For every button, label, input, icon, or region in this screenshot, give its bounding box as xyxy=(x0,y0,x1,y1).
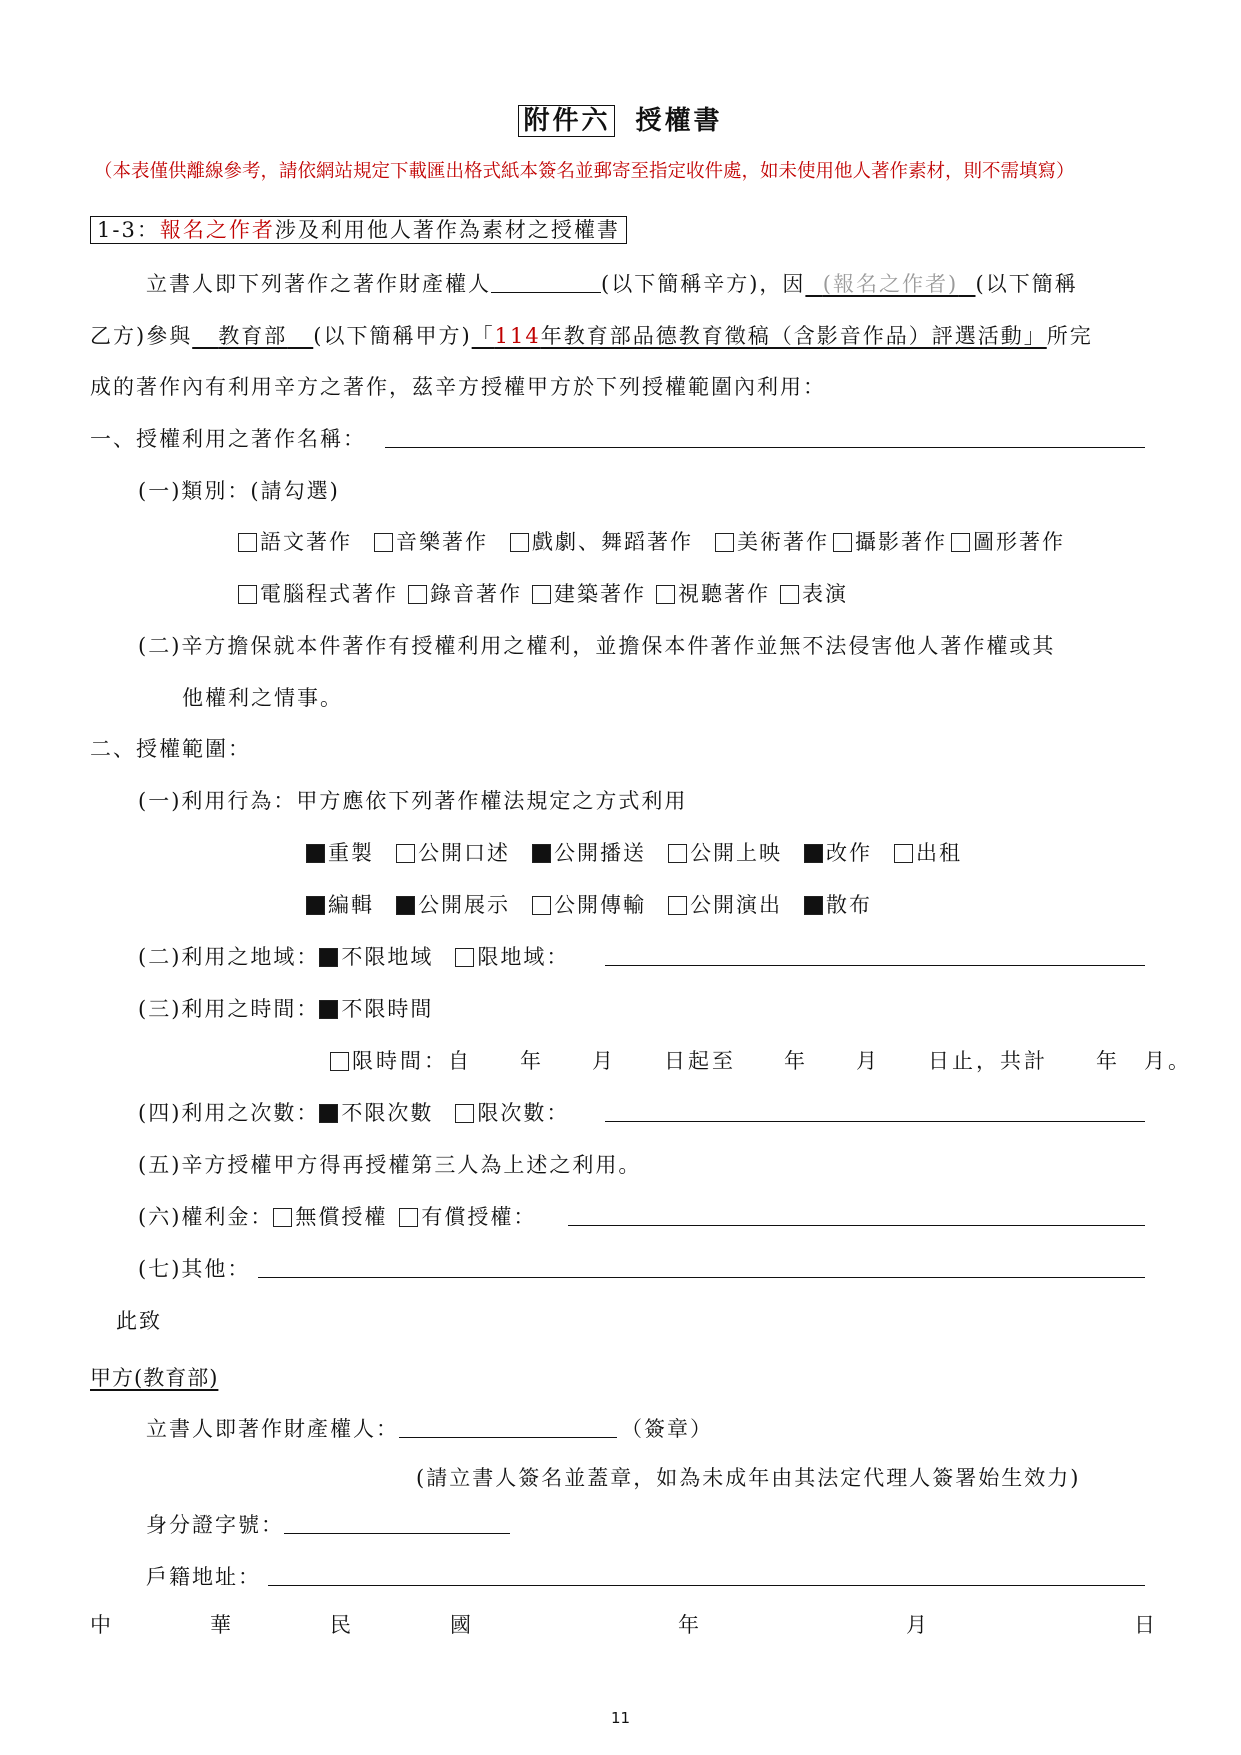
intro-text-e: (以下簡稱甲方) xyxy=(313,324,472,348)
category-row-1 xyxy=(238,526,1065,556)
use-option[interactable] xyxy=(306,837,374,867)
use-option[interactable] xyxy=(668,837,782,867)
date-char: 年 xyxy=(678,1613,701,1637)
checkbox-icon[interactable] xyxy=(715,533,734,552)
warranty-line-1: (二)辛方擔保就本件著作有授權利用之權利，並擔保本件著作並無不法侵害他人著作權或其 xyxy=(138,634,1056,658)
count-limited-label: 限次數： xyxy=(477,1101,570,1125)
date-row xyxy=(90,1609,1157,1639)
intro-line-3: 成的著作內有利用辛方之著作，茲辛方授權甲方於下列授權範圍內利用： xyxy=(90,375,826,399)
section-prefix: 1-3： xyxy=(97,218,160,242)
date-char: 中 xyxy=(90,1613,113,1637)
checkbox-icon[interactable] xyxy=(319,1104,338,1123)
intro-text-c: (以下簡稱 xyxy=(975,272,1078,296)
id-label: 身分證字號： xyxy=(146,1513,284,1537)
title-wrapper xyxy=(518,106,722,136)
count-field[interactable] xyxy=(605,1121,1145,1122)
category-label-text: 戲劇、舞蹈著作 xyxy=(532,530,693,554)
work-title-field[interactable] xyxy=(385,447,1145,448)
use-option[interactable] xyxy=(396,837,510,867)
ministry-field xyxy=(192,324,313,348)
salutation: 此致 xyxy=(116,1309,162,1333)
id-field[interactable] xyxy=(284,1513,510,1534)
checkbox-icon[interactable] xyxy=(396,844,415,863)
category-option[interactable] xyxy=(238,578,398,608)
category-label-text: 音樂著作 xyxy=(396,530,488,554)
category-label-text: 圖形著作 xyxy=(973,530,1065,554)
use-label-text: 編輯 xyxy=(328,893,374,917)
date-char: 日 xyxy=(1134,1613,1157,1637)
section-heading xyxy=(90,214,627,244)
header-note: （本表僅供離線參考，請依網站規定下載匯出格式紙本簽名並郵寄至指定收件處，如未使用他人著作素材，則不需填寫） xyxy=(94,161,1075,182)
use-option[interactable] xyxy=(532,889,646,919)
use-option[interactable] xyxy=(306,889,374,919)
checkbox-icon[interactable] xyxy=(804,896,823,915)
event-title: 年教育部品德教育徵稿（含影音作品）評選活動」 xyxy=(540,324,1047,348)
use-option[interactable] xyxy=(668,889,782,919)
use-label-text: 出租 xyxy=(916,841,962,865)
checkbox-icon[interactable] xyxy=(396,896,415,915)
category-label-text: 視聽著作 xyxy=(678,582,770,606)
uses-row-1 xyxy=(306,837,984,867)
time-limited-label: 限時間：自 年 月 日起至 年 月 日止，共計 年 月。 xyxy=(352,1049,1192,1073)
time-limited-row xyxy=(330,1045,1192,1075)
document-title xyxy=(0,100,1241,137)
intro-text-d: 乙方)參與 xyxy=(90,324,193,348)
use-label-text: 公開演出 xyxy=(690,893,782,917)
count-row xyxy=(138,1097,569,1127)
use-label: (一)利用行為：甲方應依下列著作權法規定之方式利用 xyxy=(138,789,688,813)
category-row-2 xyxy=(238,578,848,608)
category-option[interactable] xyxy=(532,578,646,608)
category-option[interactable] xyxy=(715,526,829,556)
intro-line-2 xyxy=(90,320,1093,350)
intro-text-f: 所完 xyxy=(1046,324,1093,348)
category-label-text: 攝影著作 xyxy=(855,530,947,554)
checkbox-icon[interactable] xyxy=(780,585,799,604)
signer-row xyxy=(146,1413,713,1443)
use-label-text: 公開上映 xyxy=(690,841,782,865)
party-a-label: 甲方(教育部) xyxy=(90,1366,219,1390)
checkbox-icon[interactable] xyxy=(668,896,687,915)
use-option[interactable] xyxy=(894,837,962,867)
category-label-text: 語文著作 xyxy=(260,530,352,554)
checkbox-icon[interactable] xyxy=(833,533,852,552)
part2-heading: 二、授權範圍： xyxy=(90,737,251,761)
event-name xyxy=(472,324,1047,348)
checkbox-icon[interactable] xyxy=(532,844,551,863)
use-label-text: 散布 xyxy=(826,893,872,917)
seal-label: （簽章） xyxy=(621,1417,713,1441)
checkbox-icon[interactable] xyxy=(330,1052,349,1071)
date-char: 華 xyxy=(210,1613,233,1637)
date-char: 月 xyxy=(906,1613,929,1637)
owner-blank[interactable] xyxy=(491,272,601,293)
region-row xyxy=(138,941,569,971)
category-option[interactable] xyxy=(408,578,522,608)
region-label: (二)利用之地域： xyxy=(138,945,320,969)
ministry-name: 教育部 xyxy=(218,324,288,348)
category-option[interactable] xyxy=(656,578,770,608)
fee-label: (六)權利金： xyxy=(138,1205,274,1229)
count-unlimited-label: 不限次數 xyxy=(341,1101,434,1125)
checkbox-icon[interactable] xyxy=(668,844,687,863)
section-heading-box xyxy=(90,216,627,244)
intro-line-1 xyxy=(146,268,1078,298)
use-option[interactable] xyxy=(804,889,872,919)
category-label-text: 表演 xyxy=(802,582,848,606)
use-option[interactable] xyxy=(532,837,646,867)
checkbox-icon[interactable] xyxy=(510,533,529,552)
use-label-text: 公開口述 xyxy=(418,841,510,865)
use-label-text: 公開傳輸 xyxy=(554,893,646,917)
section-rest-text: 涉及利用他人著作為素材之授權書 xyxy=(274,218,620,242)
id-row xyxy=(146,1509,510,1539)
checkbox-icon[interactable] xyxy=(374,533,393,552)
checkbox-icon[interactable] xyxy=(238,533,257,552)
checkbox-icon[interactable] xyxy=(273,1208,292,1227)
checkbox-icon[interactable] xyxy=(455,1104,474,1123)
checkbox-icon[interactable] xyxy=(894,844,913,863)
date-char: 國 xyxy=(450,1613,473,1637)
checkbox-icon[interactable] xyxy=(319,1000,338,1019)
use-label-text: 重製 xyxy=(328,841,374,865)
uses-row-2 xyxy=(306,889,894,919)
fee-field[interactable] xyxy=(568,1225,1145,1226)
checkbox-icon[interactable] xyxy=(238,585,257,604)
checkbox-icon[interactable] xyxy=(408,585,427,604)
category-option[interactable] xyxy=(238,526,352,556)
address-label: 戶籍地址： xyxy=(146,1565,261,1589)
category-label: (一)類別：(請勾選) xyxy=(138,479,340,503)
signer-field[interactable] xyxy=(399,1417,617,1438)
page-number xyxy=(0,1708,1241,1727)
checkbox-icon[interactable] xyxy=(532,585,551,604)
checkbox-icon[interactable] xyxy=(532,896,551,915)
checkbox-icon[interactable] xyxy=(951,533,970,552)
title-text: 授權書 xyxy=(635,106,723,136)
category-label-text: 美術著作 xyxy=(737,530,829,554)
other-label: (七)其他： xyxy=(138,1257,251,1281)
intro-text-b: (以下簡稱辛方)，因 xyxy=(601,272,806,296)
author-placeholder: (報名之作者) xyxy=(822,272,959,296)
part1-heading: 一、授權利用之著作名稱： xyxy=(90,427,366,451)
section-author-text: 報名之作者 xyxy=(159,218,275,242)
time-row xyxy=(138,993,433,1023)
sublicense-text: (五)辛方授權甲方得再授權第三人為上述之利用。 xyxy=(138,1153,642,1177)
title-boxed-label: 附件六 xyxy=(518,105,615,137)
fee-row xyxy=(138,1201,536,1231)
author-field[interactable] xyxy=(805,272,975,296)
checkbox-icon[interactable] xyxy=(656,585,675,604)
event-open-quote: 「 xyxy=(471,324,495,348)
checkbox-icon[interactable] xyxy=(399,1208,418,1227)
category-option[interactable] xyxy=(780,578,848,608)
category-option[interactable] xyxy=(951,526,1065,556)
fee-paid-label: 有償授權： xyxy=(421,1205,537,1229)
time-unlimited-label: 不限時間 xyxy=(341,997,434,1021)
region-unlimited-label: 不限地域 xyxy=(341,945,434,969)
other-field[interactable] xyxy=(258,1277,1145,1278)
checkbox-icon[interactable] xyxy=(455,948,474,967)
category-label-text: 建築著作 xyxy=(554,582,646,606)
event-year: 114 xyxy=(494,324,541,348)
intro-text-a: 立書人即下列著作之著作財產權人 xyxy=(146,272,491,296)
region-field[interactable] xyxy=(605,965,1145,966)
category-option[interactable] xyxy=(833,526,947,556)
category-option[interactable] xyxy=(510,526,693,556)
signer-label: 立書人即著作財產權人： xyxy=(146,1417,399,1441)
use-label-text: 公開展示 xyxy=(418,893,510,917)
date-char: 民 xyxy=(330,1613,353,1637)
warranty-line-2: 他權利之情事。 xyxy=(182,686,343,710)
use-option[interactable] xyxy=(804,837,872,867)
checkbox-icon[interactable] xyxy=(319,948,338,967)
checkbox-icon[interactable] xyxy=(804,844,823,863)
category-option[interactable] xyxy=(374,526,488,556)
address-field[interactable] xyxy=(268,1585,1145,1586)
checkbox-icon[interactable] xyxy=(306,896,325,915)
sign-note: (請立書人簽名並蓋章，如為未成年由其法定代理人簽署始生效力) xyxy=(416,1466,1081,1490)
use-option[interactable] xyxy=(396,889,510,919)
page-number-text: 11 xyxy=(610,1709,631,1727)
fee-free-label: 無償授權 xyxy=(295,1205,388,1229)
checkbox-icon[interactable] xyxy=(306,844,325,863)
region-limited-label: 限地域： xyxy=(477,945,570,969)
category-label-text: 電腦程式著作 xyxy=(260,582,398,606)
use-label-text: 改作 xyxy=(826,841,872,865)
count-label: (四)利用之次數： xyxy=(138,1101,320,1125)
use-label-text: 公開播送 xyxy=(554,841,646,865)
category-label-text: 錄音著作 xyxy=(430,582,522,606)
time-label: (三)利用之時間： xyxy=(138,997,320,1021)
